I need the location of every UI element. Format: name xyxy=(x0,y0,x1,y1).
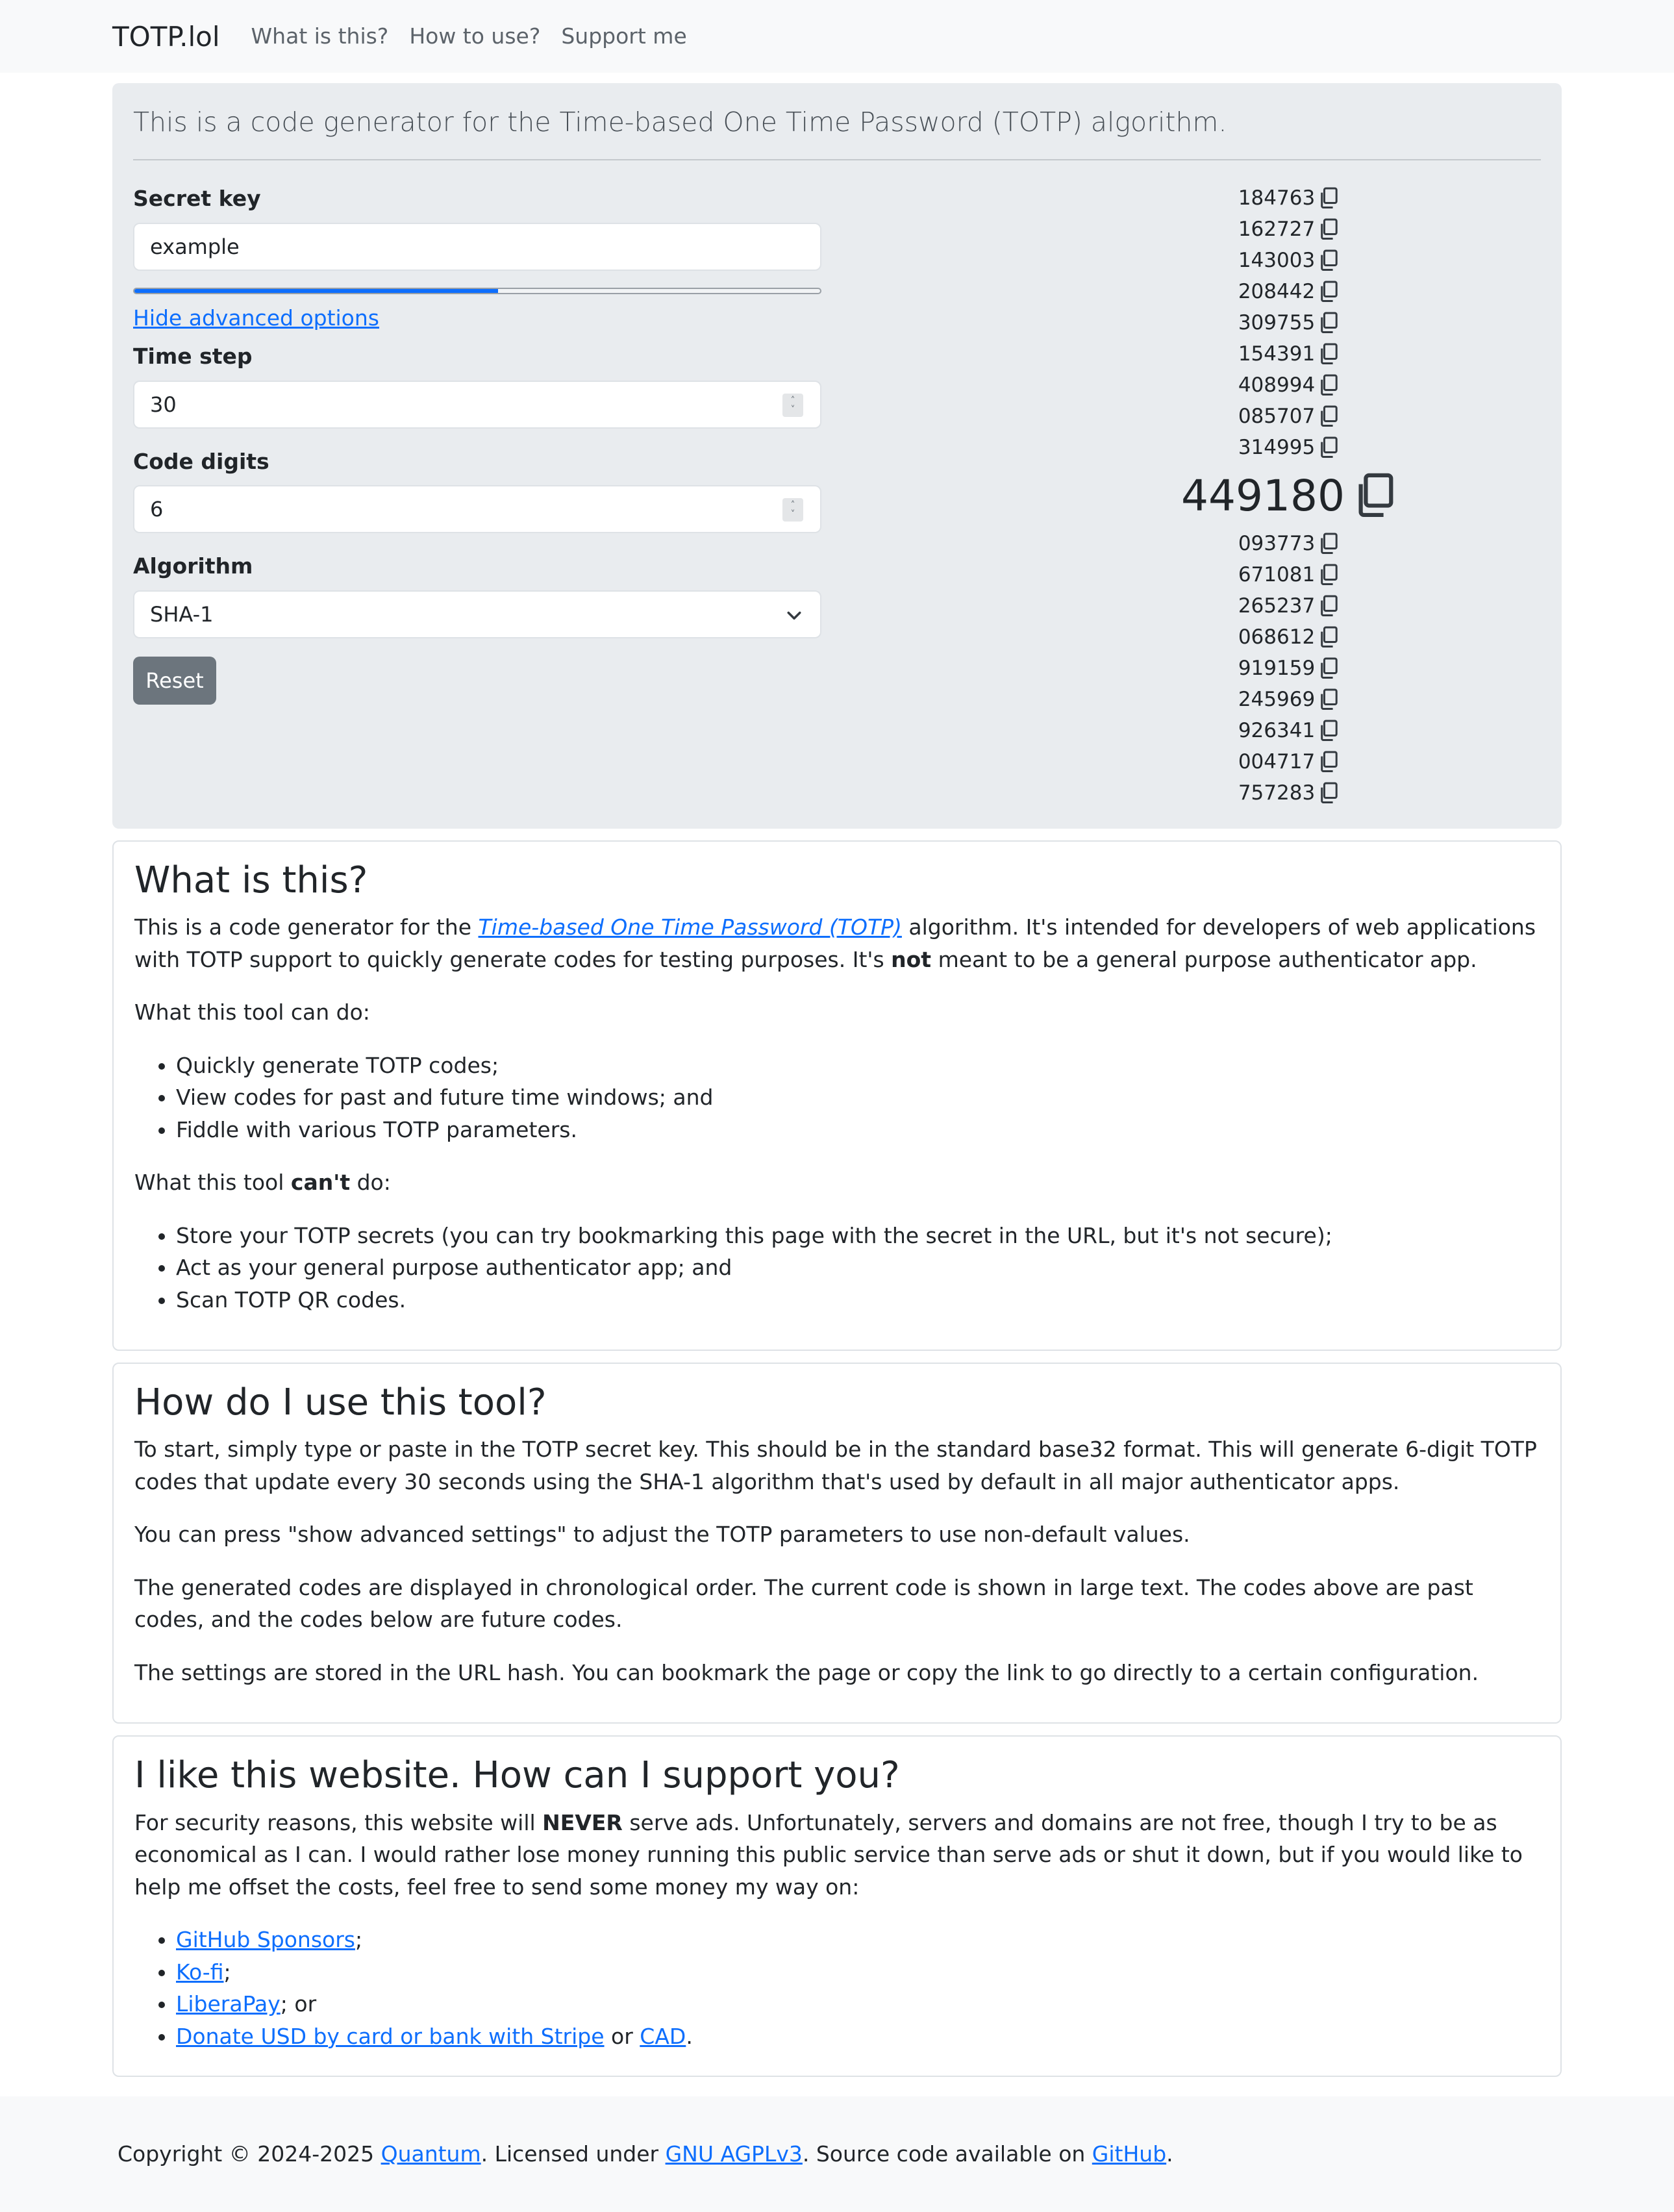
list-item xyxy=(176,1988,1540,2020)
reset-button[interactable]: Reset xyxy=(133,657,216,705)
code-item xyxy=(1238,777,1338,809)
code-value: 314995 xyxy=(1238,436,1316,460)
about-text: meant to be a general purpose authenticator app. xyxy=(931,946,1477,972)
support-bold: NEVER xyxy=(542,1809,623,1835)
code-value: 004717 xyxy=(1238,750,1316,774)
algorithm-label: Algorithm xyxy=(133,553,253,579)
list-item: • Store your TOTP secrets (you can try bookmarking this page with the secret in the URL, but it's not secure); xyxy=(176,1220,1540,1252)
support-title: I like this website. How can I support you? xyxy=(134,1754,900,1797)
copy-icon[interactable] xyxy=(1319,374,1338,396)
code-value: 309755 xyxy=(1238,311,1316,335)
code-item xyxy=(1238,307,1338,338)
code-item xyxy=(1238,622,1338,653)
separator: or xyxy=(604,2023,640,2049)
code-value: 143003 xyxy=(1238,249,1316,273)
about-paragraph xyxy=(134,911,1540,975)
copy-icon[interactable] xyxy=(1319,187,1338,209)
support-text: serve ads. Unfortunately, servers and domains are not free, though I try to be as economical as I can. I would rather lose money running this public service than serve ads or shut it down, but if you would like to help me offset the costs, feel free to send some money my way on: xyxy=(134,1809,1523,1900)
code-item xyxy=(1238,432,1338,463)
number-spinner-icon[interactable]: ˄ ˅ xyxy=(782,498,803,522)
about-bold: not xyxy=(891,946,932,972)
copy-icon[interactable] xyxy=(1319,218,1338,240)
number-spinner-icon[interactable]: ˄ ˅ xyxy=(782,394,803,417)
generator-panel xyxy=(112,83,1562,829)
code-item xyxy=(1238,715,1338,746)
cant-intro xyxy=(134,1166,1540,1199)
list-item xyxy=(176,1956,1540,1989)
can-intro: What this tool can do: xyxy=(134,999,370,1025)
footer-text: . Source code available on xyxy=(802,2141,1092,2167)
code-item xyxy=(1238,214,1338,245)
code-value: 068612 xyxy=(1238,625,1316,649)
generator-columns xyxy=(133,160,1541,809)
secret-key-input[interactable] xyxy=(133,223,821,271)
code-item xyxy=(1238,245,1338,276)
support-list xyxy=(134,1924,1540,2052)
about-card xyxy=(112,840,1562,1351)
code-item xyxy=(1238,559,1338,590)
separator: . xyxy=(686,2023,693,2049)
code-value: 208442 xyxy=(1238,280,1316,304)
code-value: 671081 xyxy=(1238,563,1316,587)
list-item xyxy=(176,2020,1540,2053)
code-value: 757283 xyxy=(1238,781,1316,805)
code-item xyxy=(1238,401,1338,432)
copy-icon[interactable] xyxy=(1319,688,1338,710)
code-digits-value: 6 xyxy=(150,497,164,522)
code-value: 093773 xyxy=(1238,532,1316,556)
code-digits-label: Code digits xyxy=(133,448,269,474)
footer-text: . xyxy=(1166,2141,1173,2167)
list-item: • View codes for past and future time windows; and xyxy=(176,1081,1540,1114)
copy-icon[interactable] xyxy=(1319,564,1338,586)
author-link[interactable]: Quantum xyxy=(381,2141,481,2167)
liberapay-link[interactable]: LiberaPay xyxy=(176,1991,281,2017)
progress-fill xyxy=(134,289,498,293)
settings-form xyxy=(133,160,821,809)
code-item xyxy=(1238,653,1338,684)
code-item xyxy=(1238,746,1338,777)
copy-icon[interactable] xyxy=(1319,249,1338,271)
current-code xyxy=(1181,464,1395,527)
howto-title: How do I use this tool? xyxy=(134,1381,547,1424)
list-item: • Quickly generate TOTP codes; xyxy=(176,1049,1540,1082)
code-value: 184763 xyxy=(1238,186,1316,210)
brand-logo[interactable]: TOTP.lol xyxy=(112,20,220,53)
copy-icon[interactable] xyxy=(1319,436,1338,459)
totp-wiki-link-text: Time-based One Time Password (TOTP) xyxy=(478,914,902,940)
nav-link-how[interactable]: How to use? xyxy=(409,23,541,49)
cant-text: do: xyxy=(350,1170,391,1196)
code-list xyxy=(821,160,1541,809)
cant-list xyxy=(134,1220,1540,1316)
secret-key-label: Secret key xyxy=(133,186,261,212)
nav-link-support[interactable]: Support me xyxy=(561,23,687,49)
list-item: • Act as your general purpose authenticator app; and xyxy=(176,1251,1540,1284)
time-step-label: Time step xyxy=(133,344,253,370)
copy-icon[interactable] xyxy=(1319,782,1338,804)
code-value: 085707 xyxy=(1238,405,1316,429)
about-title: What is this? xyxy=(134,859,368,901)
separator: ; xyxy=(355,1927,363,1953)
code-digits-input[interactable] xyxy=(133,485,821,533)
about-text: algorithm. It's intended for developers of web applications with TOTP support to quickly generate codes for testing purposes. It's xyxy=(134,914,1536,972)
time-remaining-progress xyxy=(133,288,821,294)
copy-icon[interactable] xyxy=(1319,312,1338,334)
code-item xyxy=(1238,338,1338,370)
code-item xyxy=(1238,528,1338,559)
footer-text: . Licensed under xyxy=(481,2141,666,2167)
code-value: 449180 xyxy=(1181,470,1345,521)
list-item xyxy=(176,1924,1540,1956)
support-paragraph xyxy=(134,1807,1540,1904)
howto-paragraph: You can press "show advanced settings" to adjust the TOTP parameters to use non-default values. xyxy=(134,1522,1190,1548)
howto-card xyxy=(112,1363,1562,1724)
cant-text: What this tool xyxy=(134,1170,291,1196)
copy-icon[interactable] xyxy=(1319,533,1338,555)
code-value: 926341 xyxy=(1238,719,1316,743)
algorithm-select[interactable] xyxy=(133,590,821,638)
code-item xyxy=(1238,370,1338,401)
footer xyxy=(0,2096,1674,2212)
footer-text: Copyright © 2024-2025 xyxy=(118,2141,381,2167)
code-item xyxy=(1238,182,1338,214)
cant-bold: can't xyxy=(290,1170,351,1196)
howto-paragraph: The settings are stored in the URL hash. You can bookmark the page or copy the link to go directly to a certain configuration. xyxy=(134,1659,1479,1685)
license-link[interactable]: GNU AGPLv3 xyxy=(665,2141,803,2167)
howto-paragraph: To start, simply type or paste in the TOTP secret key. This should be in the standard base32 format. This will generate 6-digit TOTP codes that update every 30 seconds using the SHA-1 algorithm that's used by default in all major authenticator apps. xyxy=(134,1437,1537,1494)
copy-icon[interactable] xyxy=(1319,595,1338,617)
copy-icon[interactable] xyxy=(1319,405,1338,427)
separator: ; or xyxy=(280,1991,317,2017)
copy-icon[interactable] xyxy=(1319,751,1338,773)
algorithm-value: SHA-1 xyxy=(150,601,214,627)
time-step-input[interactable] xyxy=(133,381,821,429)
stripe-usd-link[interactable]: Donate USD by card or bank with Stripe xyxy=(176,2023,605,2049)
hide-advanced-options-link[interactable]: Hide advanced options xyxy=(133,305,379,331)
navbar xyxy=(0,0,1674,73)
main-container xyxy=(112,83,1562,2077)
copy-icon[interactable] xyxy=(1319,657,1338,679)
list-item: • Scan TOTP QR codes. xyxy=(176,1284,1540,1316)
code-value: 919159 xyxy=(1238,657,1316,681)
separator: ; xyxy=(223,1959,231,1985)
howto-paragraph: The generated codes are displayed in chronological order. The current code is shown in large text. The codes above are past codes, and the codes below are future codes. xyxy=(134,1574,1473,1633)
secret-key-value: example xyxy=(150,234,240,259)
code-item xyxy=(1238,684,1338,715)
chevron-down-icon xyxy=(785,606,803,624)
support-text: For security reasons, this website will xyxy=(134,1809,543,1835)
code-item xyxy=(1238,276,1338,307)
time-step-value: 30 xyxy=(150,392,177,417)
code-value: 245969 xyxy=(1238,688,1316,712)
copy-icon[interactable] xyxy=(1319,343,1338,365)
github-sponsors-link[interactable]: GitHub Sponsors xyxy=(176,1927,355,1953)
copy-icon[interactable] xyxy=(1319,626,1338,648)
support-card xyxy=(112,1735,1562,2077)
about-text: This is a code generator for the xyxy=(134,914,479,940)
totp-wiki-link[interactable] xyxy=(479,914,902,940)
github-source-link[interactable]: GitHub xyxy=(1092,2141,1167,2167)
copy-icon[interactable] xyxy=(1319,720,1338,742)
generator-lead: This is a code generator for the Time-based One Time Password (TOTP) algorithm. xyxy=(133,107,1227,138)
code-value: 408994 xyxy=(1238,373,1316,397)
kofi-link[interactable]: Ko-fi xyxy=(176,1959,224,1985)
nav-link-what[interactable]: What is this? xyxy=(251,23,389,49)
code-value: 154391 xyxy=(1238,342,1316,366)
copy-icon[interactable] xyxy=(1319,281,1338,303)
can-list xyxy=(134,1049,1540,1146)
stripe-cad-link[interactable]: CAD xyxy=(640,2023,686,2049)
code-value: 265237 xyxy=(1238,594,1316,618)
code-value: 162727 xyxy=(1238,218,1316,242)
copy-icon[interactable] xyxy=(1354,473,1395,518)
list-item: • Fiddle with various TOTP parameters. xyxy=(176,1114,1540,1146)
code-item xyxy=(1238,590,1338,622)
